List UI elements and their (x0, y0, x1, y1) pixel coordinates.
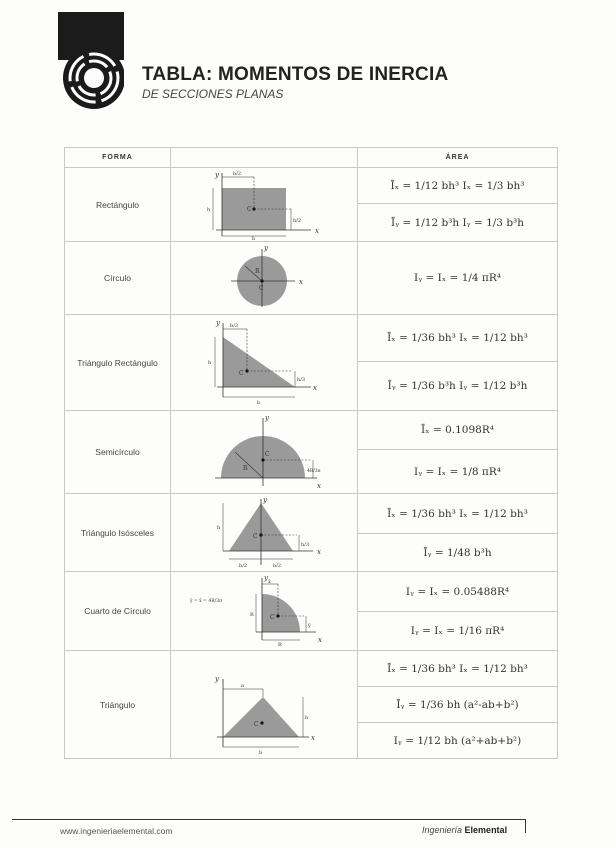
dim-label: h/2 (293, 217, 302, 224)
dim-label: h/3 (297, 376, 306, 383)
centroid-label: C (270, 614, 275, 621)
centroid-label: C (259, 285, 264, 292)
centroid-label: C (247, 205, 252, 213)
right-triangle-figure (171, 315, 358, 411)
formula: Īₓ = 1/36 bh³ Iₓ = 1/12 bh³ (358, 315, 558, 362)
x-axis-label: x (317, 482, 321, 490)
dim-label: h (217, 524, 221, 531)
footer-brand: Ingeniería Elemental (422, 825, 508, 835)
footer-url: www.ingenieriaelemental.com (60, 826, 173, 836)
dim-label: 4R/3π (307, 469, 321, 474)
column-header-blank (171, 148, 358, 168)
shape-name-cuarto-de-circulo: Cuarto de Círculo (65, 572, 171, 651)
dim-label: b/3 (230, 322, 239, 329)
formula: Īᵧ = 1/36 bh (a²-ab+b²) (358, 687, 558, 723)
rectangle-figure (171, 168, 358, 242)
column-header-forma: FORMA (65, 148, 171, 168)
dim-label: h (208, 359, 212, 366)
dim-label: b (259, 749, 263, 755)
inertia-table (64, 147, 558, 759)
dim-label: x̄ (268, 579, 271, 585)
centroid-label: C (254, 720, 259, 728)
formula: Īᵧ = 1/12 b³h Iᵧ = 1/3 b³h (358, 204, 558, 242)
table-row (65, 411, 558, 450)
dim-label: b (252, 235, 256, 241)
y-axis-label: y (215, 170, 219, 179)
table-row (65, 651, 558, 687)
column-header-area: ÁREA (358, 148, 558, 168)
x-axis-label: x (313, 383, 317, 392)
table-row (65, 315, 558, 362)
formula: Īₓ = 1/36 bh³ Iₓ = 1/12 bh³ (358, 494, 558, 534)
shape-name-rectangulo: Rectángulo (65, 168, 171, 242)
centroid-label: C (265, 451, 270, 458)
formula: Īᵧ = 1/48 b³h (358, 534, 558, 572)
x-axis-label: x (318, 636, 322, 644)
table-row (65, 572, 558, 612)
y-axis-label: y (216, 318, 220, 327)
x-axis-label: x (317, 547, 321, 556)
formula: Īₓ = 0.1098R⁴ (358, 411, 558, 450)
x-axis-label: x (315, 226, 319, 235)
triangle-figure (171, 651, 358, 759)
circle-figure (171, 242, 358, 315)
x-axis-label: x (299, 278, 303, 286)
dim-label: b/2 (233, 170, 242, 177)
dim-label: R (278, 642, 282, 648)
y-axis-label: y (265, 414, 269, 422)
y-axis-label: y (264, 244, 268, 252)
formula: Iᵧ = 1/12 bh (a²+ab+b²) (358, 723, 558, 759)
formula: Iᵧ = Iₓ = 1/8 πR⁴ (358, 450, 558, 494)
table-header-row (65, 148, 558, 168)
shape-name-circulo: Círculo (65, 242, 171, 315)
dim-label: ȳ (308, 623, 311, 629)
x-axis-label: x (311, 733, 315, 742)
y-axis-label: y (263, 495, 267, 504)
formula: Iᵧ = Iₓ = 1/16 πR⁴ (358, 612, 558, 651)
y-axis-label: y (215, 674, 219, 683)
dim-label: h/3 (301, 541, 310, 548)
formula: Iᵧ = Iₓ = 0.05488R⁴ (358, 572, 558, 612)
dim-label: h (207, 206, 211, 213)
y-axis-label: y (264, 574, 268, 582)
footer-divider-tick (525, 819, 526, 833)
formula: Īₓ = 1/36 bh³ Iₓ = 1/12 bh³ (358, 651, 558, 687)
shape-name-triangulo-rectangulo: Triángulo Rectángulo (65, 315, 171, 411)
radius-label: R (243, 465, 248, 472)
footer-divider (12, 819, 526, 820)
semicircle-figure (171, 411, 358, 494)
table-row (65, 242, 558, 315)
dim-label: h (305, 714, 309, 721)
formula: Īₓ = 1/12 bh³ Iₓ = 1/3 bh³ (358, 168, 558, 204)
isosceles-triangle-figure (171, 494, 358, 572)
centroid-equation-label: ȳ = x̄ = 4R/3π (190, 599, 222, 604)
radius-label: R (255, 268, 260, 275)
quarter-circle-figure (171, 572, 358, 651)
page-subtitle: DE SECCIONES PLANAS (142, 87, 284, 101)
dim-label: a (241, 682, 244, 689)
radius-label: R (250, 612, 254, 618)
shape-name-triangulo-isosceles: Triángulo Isósceles (65, 494, 171, 572)
shape-name-triangulo: Triángulo (65, 651, 171, 759)
ingenieria-elemental-logo (58, 12, 124, 110)
dim-label: b (257, 399, 261, 406)
shape-name-semicirculo: Semicírculo (65, 411, 171, 494)
dim-label: b/2 (239, 562, 248, 569)
table-row (65, 494, 558, 534)
formula: Īᵧ = 1/36 b³h Iᵧ = 1/12 b³h (358, 362, 558, 411)
centroid-label: C (239, 369, 244, 377)
dim-label: b/2 (273, 562, 282, 569)
formula: Iᵧ = Iₓ = 1/4 πR⁴ (358, 242, 558, 315)
centroid-label: C (253, 532, 258, 540)
page-title: TABLA: MOMENTOS DE INERCIA (142, 64, 449, 85)
table-row (65, 168, 558, 204)
